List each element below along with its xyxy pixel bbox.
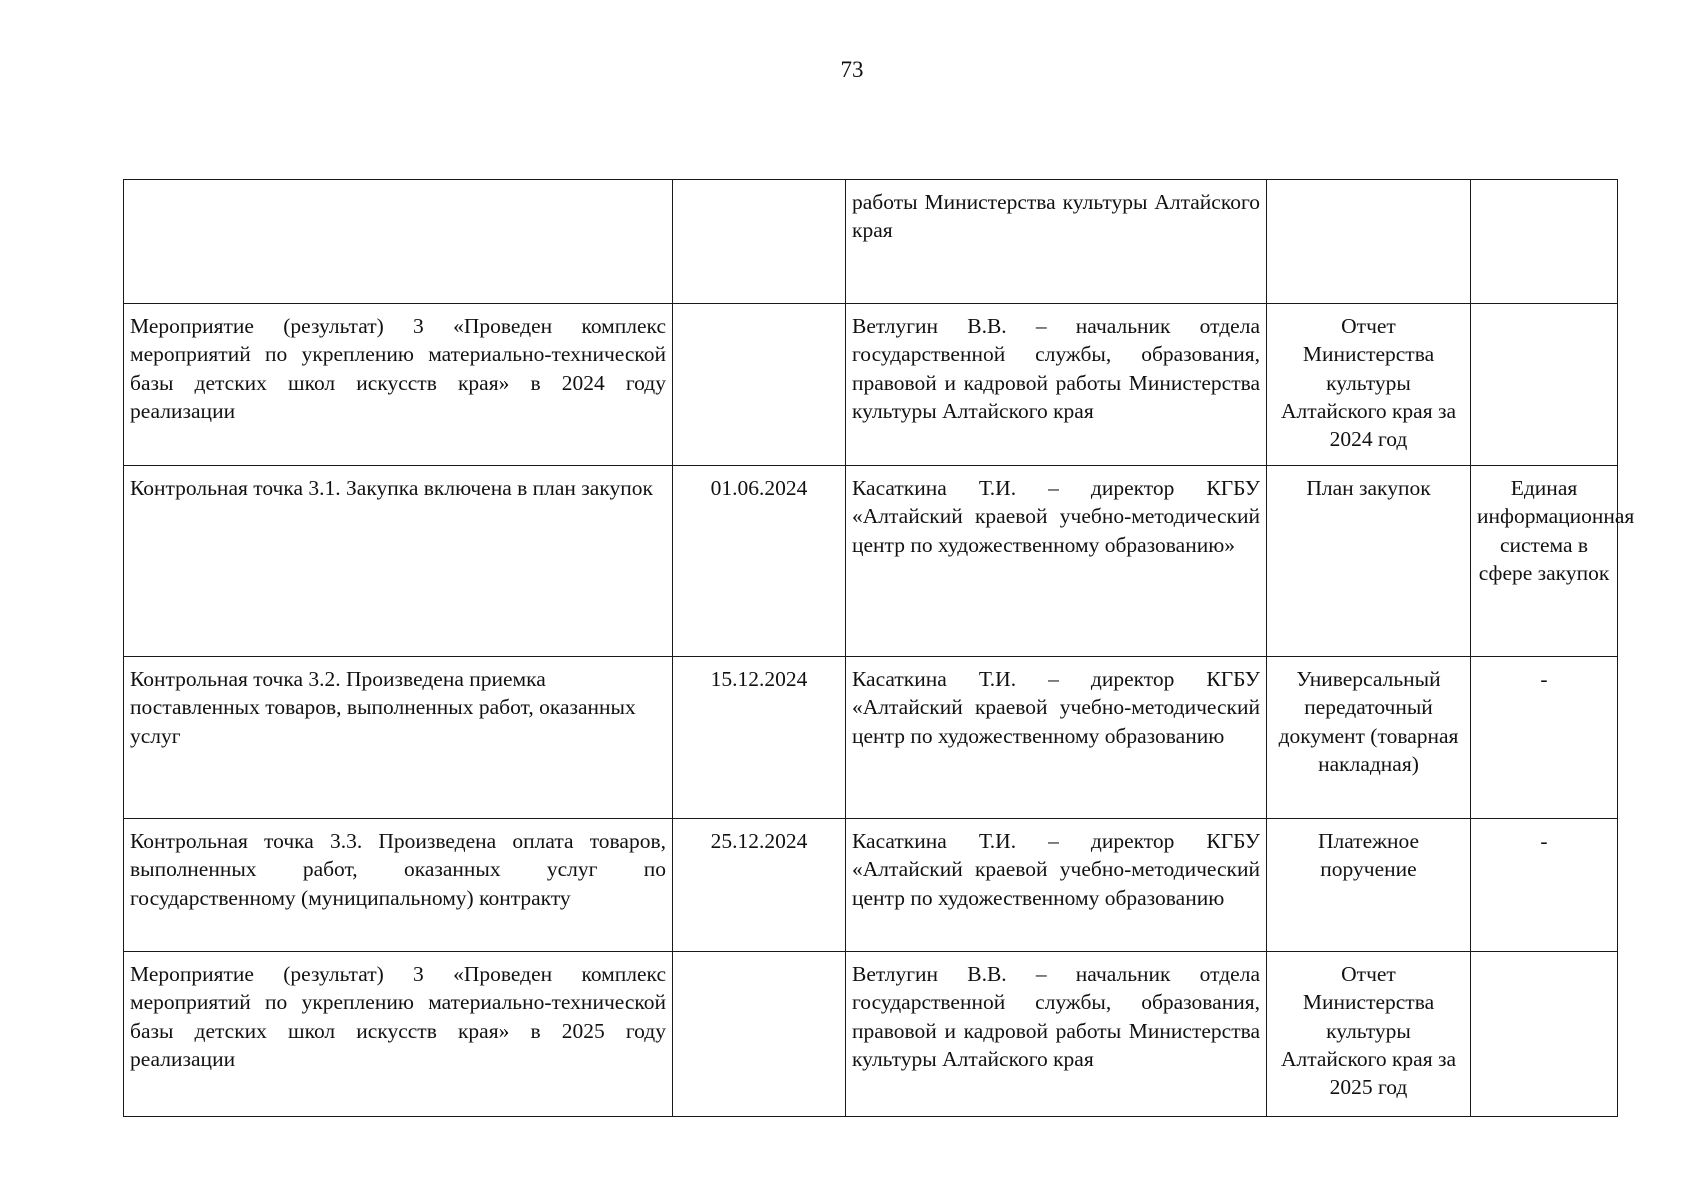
responsible-cell: Ветлугин В.В. – начальник отдела государственной службы, образования, правовой и кадровой работы Министерства культуры Алтайского края <box>846 952 1267 1117</box>
system-cell: Единая информационная система в сфере закупок <box>1471 466 1618 657</box>
table-row <box>124 304 1618 466</box>
system-cell: - <box>1471 657 1618 819</box>
date-cell <box>673 952 846 1117</box>
event-cell: Контрольная точка 3.3. Произведена оплата товаров, выполненных работ, оказанных услуг по государственному (муниципальному) контракту <box>124 819 673 952</box>
event-cell: Мероприятие (результат) 3 «Проведен комплекс мероприятий по укреплению материально-технической базы детских школ искусств края» в 2024 году реализации <box>124 304 673 466</box>
date-cell: 15.12.2024 <box>673 657 846 819</box>
document-cell: Платежное поручение <box>1267 819 1471 952</box>
table-row <box>124 466 1618 657</box>
responsible-cell: Касаткина Т.И. – директор КГБУ «Алтайский краевой учебно-методический центр по художественному образованию <box>846 819 1267 952</box>
page-number: 73 <box>840 57 864 82</box>
document-cell: Отчет Министерства культуры Алтайского края за 2024 год <box>1267 304 1471 466</box>
document-cell: Отчет Министерства культуры Алтайского края за 2025 год <box>1267 952 1471 1117</box>
table-row <box>124 657 1618 819</box>
table-row <box>124 180 1618 304</box>
plan-table <box>123 179 1635 1117</box>
document-cell: План закупок <box>1267 466 1471 657</box>
date-cell <box>673 180 846 304</box>
date-cell <box>673 304 846 466</box>
responsible-cell: Касаткина Т.И. – директор КГБУ «Алтайский краевой учебно-методический центр по художественному образованию» <box>846 466 1267 657</box>
date-cell: 25.12.2024 <box>673 819 846 952</box>
system-cell <box>1471 180 1618 304</box>
table-row <box>124 952 1618 1117</box>
responsible-cell: работы Министерства культуры Алтайского края <box>846 180 1267 304</box>
document-cell <box>1267 180 1471 304</box>
event-cell: Контрольная точка 3.2. Произведена приемка поставленных товаров, выполненных работ, оказанных услуг <box>124 657 673 819</box>
event-cell <box>124 180 673 304</box>
document-cell: Универсальный передаточный документ (товарная накладная) <box>1267 657 1471 819</box>
system-cell <box>1471 304 1618 466</box>
date-cell: 01.06.2024 <box>673 466 846 657</box>
system-cell <box>1471 952 1618 1117</box>
table-row <box>124 819 1618 952</box>
event-cell: Мероприятие (результат) 3 «Проведен комплекс мероприятий по укреплению материально-технической базы детских школ искусств края» в 2025 году реализации <box>124 952 673 1117</box>
event-cell: Контрольная точка 3.1. Закупка включена в план закупок <box>124 466 673 657</box>
system-cell: - <box>1471 819 1618 952</box>
responsible-cell: Ветлугин В.В. – начальник отдела государственной службы, образования, правовой и кадровой работы Министерства культуры Алтайского края <box>846 304 1267 466</box>
responsible-cell: Касаткина Т.И. – директор КГБУ «Алтайский краевой учебно-методический центр по художественному образованию <box>846 657 1267 819</box>
